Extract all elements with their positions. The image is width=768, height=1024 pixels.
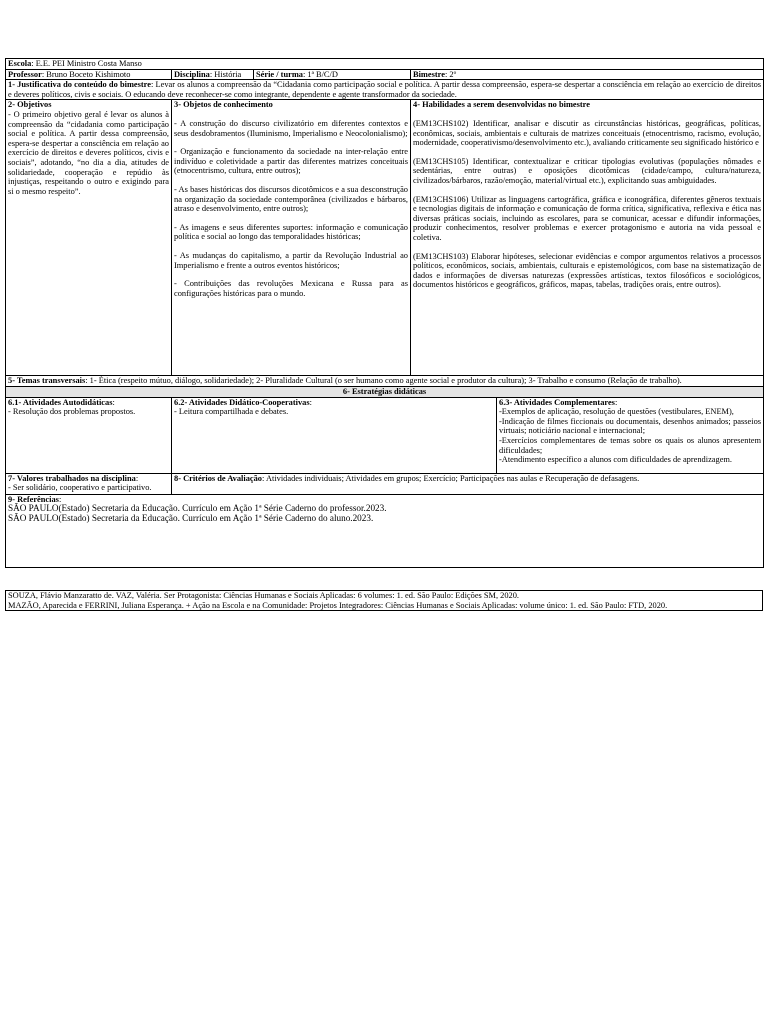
teacher-row: [6, 69, 764, 80]
self-activities-text: - Resolução dos problemas propostos.: [8, 407, 136, 417]
skill-item: (EM13CHS102) Identificar, analisar e discutir as circunstâncias históricas, geográficas, políticas, econômicas, sociais, ambientais e culturais de matrizes conceituais (etnocentrismo, racismo, evolução, modernidade, cooperativismo/desenvolvimento etc.), avaliando criticamente seu significado histórico e: [413, 118, 762, 148]
knowledge-item: - Contribuições das revoluções Mexicana e Russa para as configurações históricas para o mundo.: [174, 279, 408, 298]
themes-text: : 1- Ética (respeito mútuo, diálogo, solidariedade); 2- Pluralidade Cultural (o ser humano como agente social e produtor da cultura); 3- Trabalho e consumo (Relação de trabalho).: [85, 376, 682, 386]
teacher-label: Professor: [8, 69, 42, 79]
term-cell: Bimestre: 2º: [411, 69, 764, 80]
term-label: Bimestre: [413, 69, 445, 79]
criteria-text: Atividades individuais; Atividades em grupos; Exercício; Participações nas aulas e Recuperação de defasagens.: [265, 473, 640, 483]
self-activities-label: 6.1- Atividades Autodidáticas: [8, 397, 113, 407]
subject-value: História: [214, 69, 242, 79]
strategies-row: [6, 397, 764, 473]
school-value: E.E. PEI Ministro Costa Manso: [35, 59, 142, 68]
themes-row: [6, 376, 764, 387]
coop-activities-cell: 6.2- Atividades Didático-Cooperativas: - Leitura compartilhada e debates.: [172, 397, 497, 473]
values-label: 7- Valores trabalhados na disciplina: [8, 473, 136, 483]
references-cell: 9- Referências: SÃO PAULO(Estado) Secretaria da Educação. Currículo em Ação 1ª Série Caderno do professor.2023. SÃO PAULO(Estado) Secretaria da Educação. Currículo em Ação 1ª Série Caderno do aluno.2023.: [6, 494, 764, 567]
themes-cell: [6, 376, 764, 387]
skill-item: (EM13CHS106) Utilizar as linguagens cartográfica, gráfica e iconográfica, diferentes gêneros textuais e tecnologias digitais de informação e comunicação de forma crítica, significativa, reflexiva e ética nas diversas práticas sociais, incluindo as escolares, para se comunicar, acessar e difundir informações, produzir conhecimentos, resolver problemas e exercer protagonismo e autoria na vida pessoal e coletiva.: [413, 194, 762, 242]
skills-cell: [411, 100, 764, 376]
coop-activities-text: - Leitura compartilhada e debates.: [174, 407, 289, 417]
knowledge-cell: [172, 100, 411, 376]
knowledge-item: - A construção do discurso civilizatório em diferentes contextos e seus desdobramentos (Iluminismo, Imperialismo e Neocolonialismo);: [174, 118, 408, 138]
teacher-cell: Professor: Bruno Boceto Kishimoto: [6, 69, 172, 80]
bibliography-item: MAZÃO, Aparecida e FERRINI, Juliana Esperança. + Ação na Escola e na Comunidade: Projetos Integradores: Ciências Humanas e Sociais Aplicadas: volume único: 1. ed. São Paulo: FTD, 2020.: [8, 600, 668, 610]
justification-text: Levar os alunos a compreensão da “Cidadania como participação social e política. A partir dessa compreensão, espera-se despertar a consciência em relação ao exercício de direitos e deveres políticos, civis e sociais. O educando deve reconhecer-se como integrante, dependente e agente transformador da sociedade.: [8, 80, 762, 99]
strategies-header-row: [6, 386, 764, 397]
subject-cell: Disciplina: História: [172, 69, 254, 80]
lesson-plan-table: [5, 58, 764, 568]
grade-label: Série / turma: [256, 69, 303, 79]
grade-cell: Série / turma: 1ª B/C/D: [254, 69, 411, 80]
criteria-cell: 8- Critérios de Avaliação: Atividades individuais; Atividades em grupos; Exercício; Participações nas aulas e Recuperação de defasagens.: [172, 473, 764, 494]
reference-item: SÃO PAULO(Estado) Secretaria da Educação. Currículo em Ação 1ª Série Caderno do professor.2023.: [8, 503, 387, 514]
bibliography-table: [5, 590, 763, 611]
justification-label: 1- Justificativa do conteúdo do bimestre: [8, 80, 151, 90]
strategies-header-cell: [6, 386, 764, 397]
coop-activities-label: 6.2- Atividades Didático-Cooperativas: [174, 397, 310, 407]
skill-item: (EM13CHS105) Identificar, contextualizar e criticar tipologias evolutivas (populações nômades e sedentárias, entre outras) e oposições dicotômicas (cidade/campo, cultura/natureza, civilizados/bárbaros, razão/emoção, material/virtual etc.), explicitando suas ambiguidades.: [413, 156, 762, 185]
knowledge-item: - As imagens e seus diferentes suportes: informação e comunicação política e social ao longo das temporalidades históricas;: [174, 222, 408, 242]
school-cell: Escola: E.E. PEI Ministro Costa Manso: [6, 59, 764, 70]
school-label: Escola: [8, 59, 32, 68]
values-cell: 7- Valores trabalhados na disciplina: - Ser solidário, cooperativo e participativo.: [6, 473, 172, 494]
references-label: 9- Referências: [8, 494, 59, 504]
grade-value: 1ª B/C/D: [307, 69, 338, 79]
bibliography-row: [6, 591, 763, 611]
strategies-label: 6- Estratégias didáticas: [342, 386, 427, 396]
knowledge-item: - As bases históricas dos discursos dicotômicos e a sua desconstrução na organização da sociedade contemporânea (civilizados e bárbaros, atraso e desenvolvimento, entre outros);: [174, 184, 408, 214]
justification-row: [6, 80, 764, 100]
term-value: 2º: [449, 69, 457, 79]
objectives-text: - O primeiro objetivo geral é levar os alunos à compreensão da “cidadania como participação social e política. A partir dessa compreensão, espera-se despertar a consciência em relação ao exercício de direitos e deveres políticos, civis e sociais”, adotando, “no dia a dia, atitudes de solidariedade, cooperação e repúdio às injustiças, respeitando o outro e exigindo para si o mesmo respeito”.: [8, 109, 169, 196]
values-text: - Ser solidário, cooperativo e participativo.: [8, 483, 152, 493]
values-criteria-row: [6, 473, 764, 494]
school-row: [6, 59, 764, 70]
bibliography-item: SOUZA, Flávio Manzaratto de. VAZ, Valéria. Ser Protagonista: Ciências Humanas e Sociais Aplicadas: 6 volumes: 1. ed. São Paulo: Edições SM, 2020.: [8, 591, 520, 600]
justification-cell: 1- Justificativa do conteúdo do bimestre: Levar os alunos a compreensão da “Cidadania como participação social e política. A partir dessa compreensão, espera-se despertar a consciência em relação ao exercício de direitos e deveres políticos, civis e sociais. O educando deve reconhecer-se como integrante, dependente e agente transformador da sociedade.: [6, 80, 764, 100]
complementary-item: -Atendimento específico a alunos com dificuldades de aprendizagem.: [499, 455, 733, 465]
objectives-cell: [6, 100, 172, 376]
complementary-item: -Indicação de filmes ficcionais ou documentais, desenhos animados; passeios virtuais; noticiário nacional e internacional;: [499, 416, 762, 436]
skill-item: (EM13CHS103) Elaborar hipóteses, selecionar evidências e compor argumentos relativos a processos políticos, econômicos, sociais, ambientais, culturais e epistemológicos, com base na sistematização de dados e informações de diversas naturezas (expressões artísticas, textos filosóficos e sociológicos, documentos históricos e geográficos, gráficos, mapas, tabelas, tradições orais, entre outros).: [413, 251, 762, 290]
criteria-label: 8- Critérios de Avaliação: [174, 473, 262, 483]
subject-label: Disciplina: [174, 69, 210, 79]
complementary-activities-label: 6.3- Atividades Complementares: [499, 397, 615, 407]
reference-item: SÃO PAULO(Estado) Secretaria da Educação. Currículo em Ação 1ª Série Caderno do aluno.2023.: [8, 512, 374, 523]
teacher-value: Bruno Boceto Kishimoto: [46, 69, 131, 79]
bibliography-box: [5, 590, 763, 611]
references-row: [6, 494, 764, 567]
content-row: [6, 100, 764, 376]
bibliography-cell: [6, 591, 763, 611]
self-activities-cell: 6.1- Atividades Autodidáticas: - Resolução dos problemas propostos.: [6, 397, 172, 473]
complementary-activities-cell: 6.3- Atividades Complementares: -Exemplos de aplicação, resolução de questões (vestibulares, ENEM), -Indicação de filmes ficcionais ou documentais, desenhos animados; passeios virtuais; noticiário nacional e internacional; -Exercícios complementares de temas sobre os quais os alunos apresentem dificuldades; -Atendimento específico a alunos com dificuldades de aprendizagem.: [497, 397, 764, 473]
knowledge-item: - Organização e funcionamento da sociedade na inter-relação entre indivíduo e coletividade a partir das diferentes matrizes conceituais (etnocentrismo, cultura, entre outros);: [174, 147, 408, 176]
skills-label: 4- Habilidades a serem desenvolvidas no bimestre: [413, 100, 590, 110]
knowledge-label: 3- Objetos de conhecimento: [174, 100, 273, 110]
complementary-item: -Exemplos de aplicação, resolução de questões (vestibulares, ENEM),: [499, 407, 734, 417]
knowledge-item: - As mudanças do capitalismo, a partir da Revolução Industrial ao Imperialismo e frente a outros eventos históricos;: [174, 250, 408, 270]
objectives-label: 2- Objetivos: [8, 100, 52, 110]
lesson-plan-sheet: [5, 58, 763, 568]
complementary-item: -Exercícios complementares de temas sobre os quais os alunos apresentem dificuldades;: [499, 435, 762, 455]
themes-label: 5- Temas transversais: [8, 376, 86, 386]
